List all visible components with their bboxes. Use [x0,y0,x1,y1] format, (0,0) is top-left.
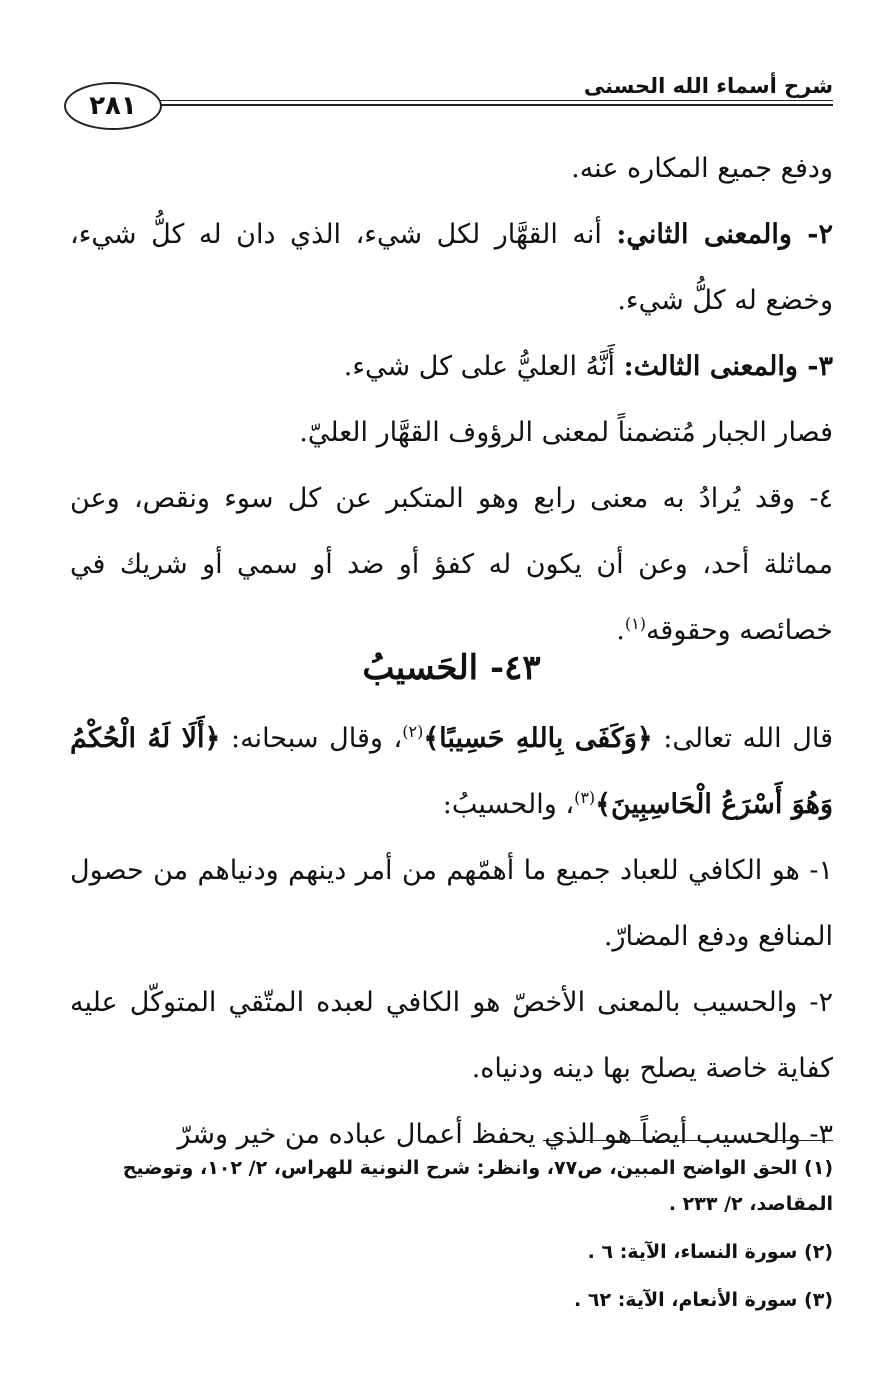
footnote-3: (٣) سورة الأنعام، الآية: ٦٢ . [574,1289,833,1311]
page-number: ٢٨١ [64,82,162,130]
intro-a: قال الله تعالى: [652,723,834,754]
footnote-rule [543,1140,833,1141]
meaning-2-lead: ٢- والمعنى الثاني: [616,219,833,250]
meaning-4-text: ٤- وقد يُرادُ به معنى رابع وهو المتكبر عن كل سوء ونقص، وعن مماثلة أحد، وعن أن يكون له كفؤ أو ضد أو سمي أو شريك في خصائصه وحقوقه [70,483,833,646]
section-item-2: ٢- والحسيب بالمعنى الأخصّ هو الكافي لعبده المتّقي المتوكّل عليه كفاية خاصة يصلح بها دينه ودنياه. [70,987,833,1084]
footnote-ref-3[interactable]: (٣) [574,788,596,807]
meaning-3-text: أَنَّهُ العليُّ على كل شيء. [343,351,624,382]
intro-b: ، وقال سبحانه: [220,723,403,754]
quran-verse-2: ﴿أَلَا لَهُ الْحُكْمُ وَهُوَ أَسْرَعُ الْحَاسِبِينَ﴾ [70,723,833,820]
footnotes [70,1150,833,1330]
intro-c: ، والحسيبُ: [442,789,575,820]
footnote-2: (٢) سورة النساء، الآية: ٦ . [587,1241,833,1263]
paragraph-continuation: ودفع جميع المكاره عنه. [571,153,833,184]
header-rule-thick [160,104,833,106]
body-text-top [70,136,833,664]
footnote-ref-2[interactable]: (٢) [402,722,424,741]
meaning-4-end: . [616,615,625,646]
meaning-2-text: أنه القهَّار لكل شيء، الذي دان له كلُّ شيء، وخضع له كلُّ شيء. [70,219,833,316]
paragraph-meaning-4 [70,466,833,664]
body-text-section [70,706,833,1168]
paragraph-meaning-3 [70,334,833,400]
paragraph-meaning-2 [70,202,833,334]
section-item-3: ٣- والحسيب أيضاً هو الذي يحفظ أعمال عباده من خير وشرّ [177,1119,833,1150]
section-intro [70,706,833,838]
meaning-3-lead: ٣- والمعنى الثالث: [623,351,833,382]
header-rule [160,100,833,101]
section-item-1: ١- هو الكافي للعباد جميع ما أهمّهم من أمر دينهم ودنياهم من حصول المنافع ودفع المضارّ. [70,855,833,952]
section-heading: ٤٣- الحَسيبُ [362,648,541,688]
footnote-ref-1[interactable]: (١) [624,614,646,633]
paragraph-summary: فصار الجبار مُتضمناً لمعنى الرؤوف القهَّار العليّ. [299,417,833,448]
running-title: شرح أسماء الله الحسنى [583,74,833,98]
footnote-1: (١) الحق الواضح المبين، ص٧٧، وانظر: شرح النونية للهراس، ٢/ ١٠٢، وتوضيح المقاصد، ٢/ ٢٣٣ . [122,1157,833,1215]
quran-verse-1: ﴿وَكَفَى بِاللهِ حَسِيبًا﴾ [423,723,653,754]
